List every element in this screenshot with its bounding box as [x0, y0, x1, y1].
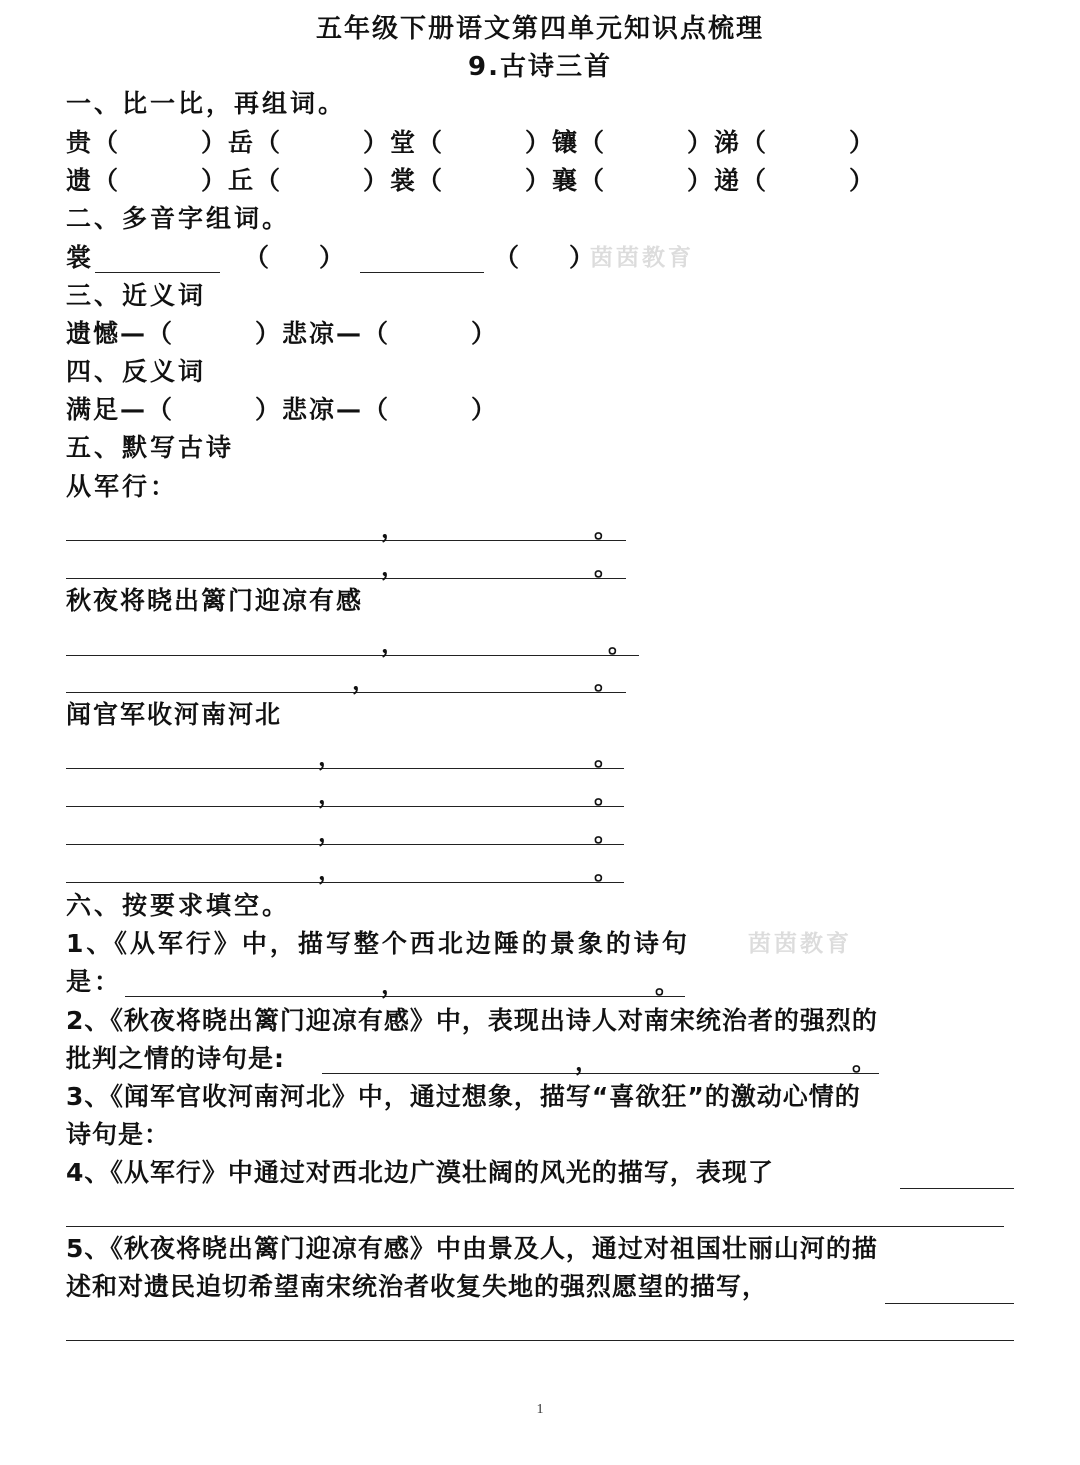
poem-title-2: 秋夜将晓出篱门迎凉有感 [66, 586, 364, 615]
answer-line[interactable] [66, 768, 624, 769]
antonym-row: 满足—（ ）悲凉—（ ） [66, 395, 499, 424]
question-3-line-2: 诗句是： [66, 1120, 171, 1149]
polyphone-paren-1: （ ） [244, 243, 345, 272]
answer-line[interactable] [95, 272, 220, 273]
question-4-line-1: 4、《从军行》中通过对西北边广漠壮阔的风光的描写，表现了 [66, 1158, 774, 1187]
question-2-line-2: 批判之情的诗句是: [66, 1044, 285, 1073]
polyphone-char: 裳 [66, 243, 95, 272]
page-title: 五年级下册语文第四单元知识点梳理 [315, 14, 764, 44]
period: 。 [594, 781, 618, 809]
question-1-line-2: 是： [66, 967, 123, 996]
answer-line[interactable] [125, 996, 685, 997]
answer-line[interactable] [322, 1073, 879, 1074]
comma: ， [381, 630, 405, 658]
comma: ， [575, 1048, 599, 1076]
answer-line[interactable] [66, 578, 626, 579]
answer-line[interactable] [66, 882, 624, 883]
section-5-heading: 五、默写古诗 [66, 433, 235, 462]
answer-line[interactable] [66, 1340, 1014, 1341]
compare-row-1: 贵（ ）岳（ ）堂（ ）镶（ ）涕（ ） [66, 128, 877, 157]
comma: ， [318, 743, 342, 771]
page-number: 1 [536, 1402, 544, 1417]
question-5-line-1: 5、《秋夜将晓出篱门迎凉有感》中由景及人，通过对祖国壮丽山河的描 [66, 1234, 878, 1263]
section-2-heading: 二、多音字组词。 [66, 204, 291, 233]
question-5-line-2: 述和对遗民迫切希望南宋统治者收复失地的强烈愿望的描写， [66, 1272, 769, 1301]
answer-line[interactable] [360, 272, 484, 273]
page-subtitle: 9.古诗三首 [468, 52, 612, 82]
period: 。 [594, 743, 618, 771]
question-2-line-1: 2、《秋夜将晓出篱门迎凉有感》中，表现出诗人对南宋统治者的强烈的 [66, 1006, 878, 1035]
period: 。 [608, 630, 632, 658]
synonym-row: 遗憾—（ ）悲凉—（ ） [66, 319, 499, 348]
answer-line[interactable] [66, 806, 624, 807]
answer-line[interactable] [900, 1188, 1014, 1189]
comma: ， [318, 857, 342, 885]
answer-line[interactable] [66, 540, 626, 541]
comma: ， [381, 553, 405, 581]
comma: ， [352, 667, 376, 695]
poem-title-3: 闻官军收河南河北 [66, 700, 283, 729]
comma: ， [381, 515, 405, 543]
comma: ， [381, 971, 405, 999]
period: 。 [852, 1048, 876, 1076]
period: 。 [594, 553, 618, 581]
watermark: 茵茵教育 [748, 931, 852, 957]
period: 。 [594, 515, 618, 543]
question-1-line-1: 1、《从军行》中，描写整个西北边陲的景象的诗句 [66, 929, 690, 958]
comma: ， [318, 781, 342, 809]
section-3-heading: 三、近义词 [66, 281, 207, 310]
answer-line[interactable] [885, 1303, 1014, 1304]
comma: ， [318, 819, 342, 847]
period: 。 [594, 667, 618, 695]
answer-line[interactable] [66, 1226, 1004, 1227]
period: 。 [594, 857, 618, 885]
poem-title-1: 从军行： [66, 472, 179, 501]
answer-line[interactable] [66, 844, 624, 845]
section-4-heading: 四、反义词 [66, 357, 207, 386]
compare-row-2: 遗（ ）丘（ ）裳（ ）襄（ ）递（ ） [66, 166, 877, 195]
answer-line[interactable] [66, 692, 626, 693]
section-6-heading: 六、按要求填空。 [66, 891, 291, 920]
period: 。 [655, 971, 679, 999]
answer-line[interactable] [66, 655, 639, 656]
period: 。 [594, 819, 618, 847]
watermark: 茵茵教育 [590, 245, 694, 271]
section-1-heading: 一、比一比，再组词。 [66, 89, 347, 118]
question-3-line-1: 3、《闻军官收河南河北》中，通过想象，描写“喜欲狂”的激动心情的 [66, 1082, 861, 1111]
polyphone-paren-2: （ ） [494, 243, 595, 272]
